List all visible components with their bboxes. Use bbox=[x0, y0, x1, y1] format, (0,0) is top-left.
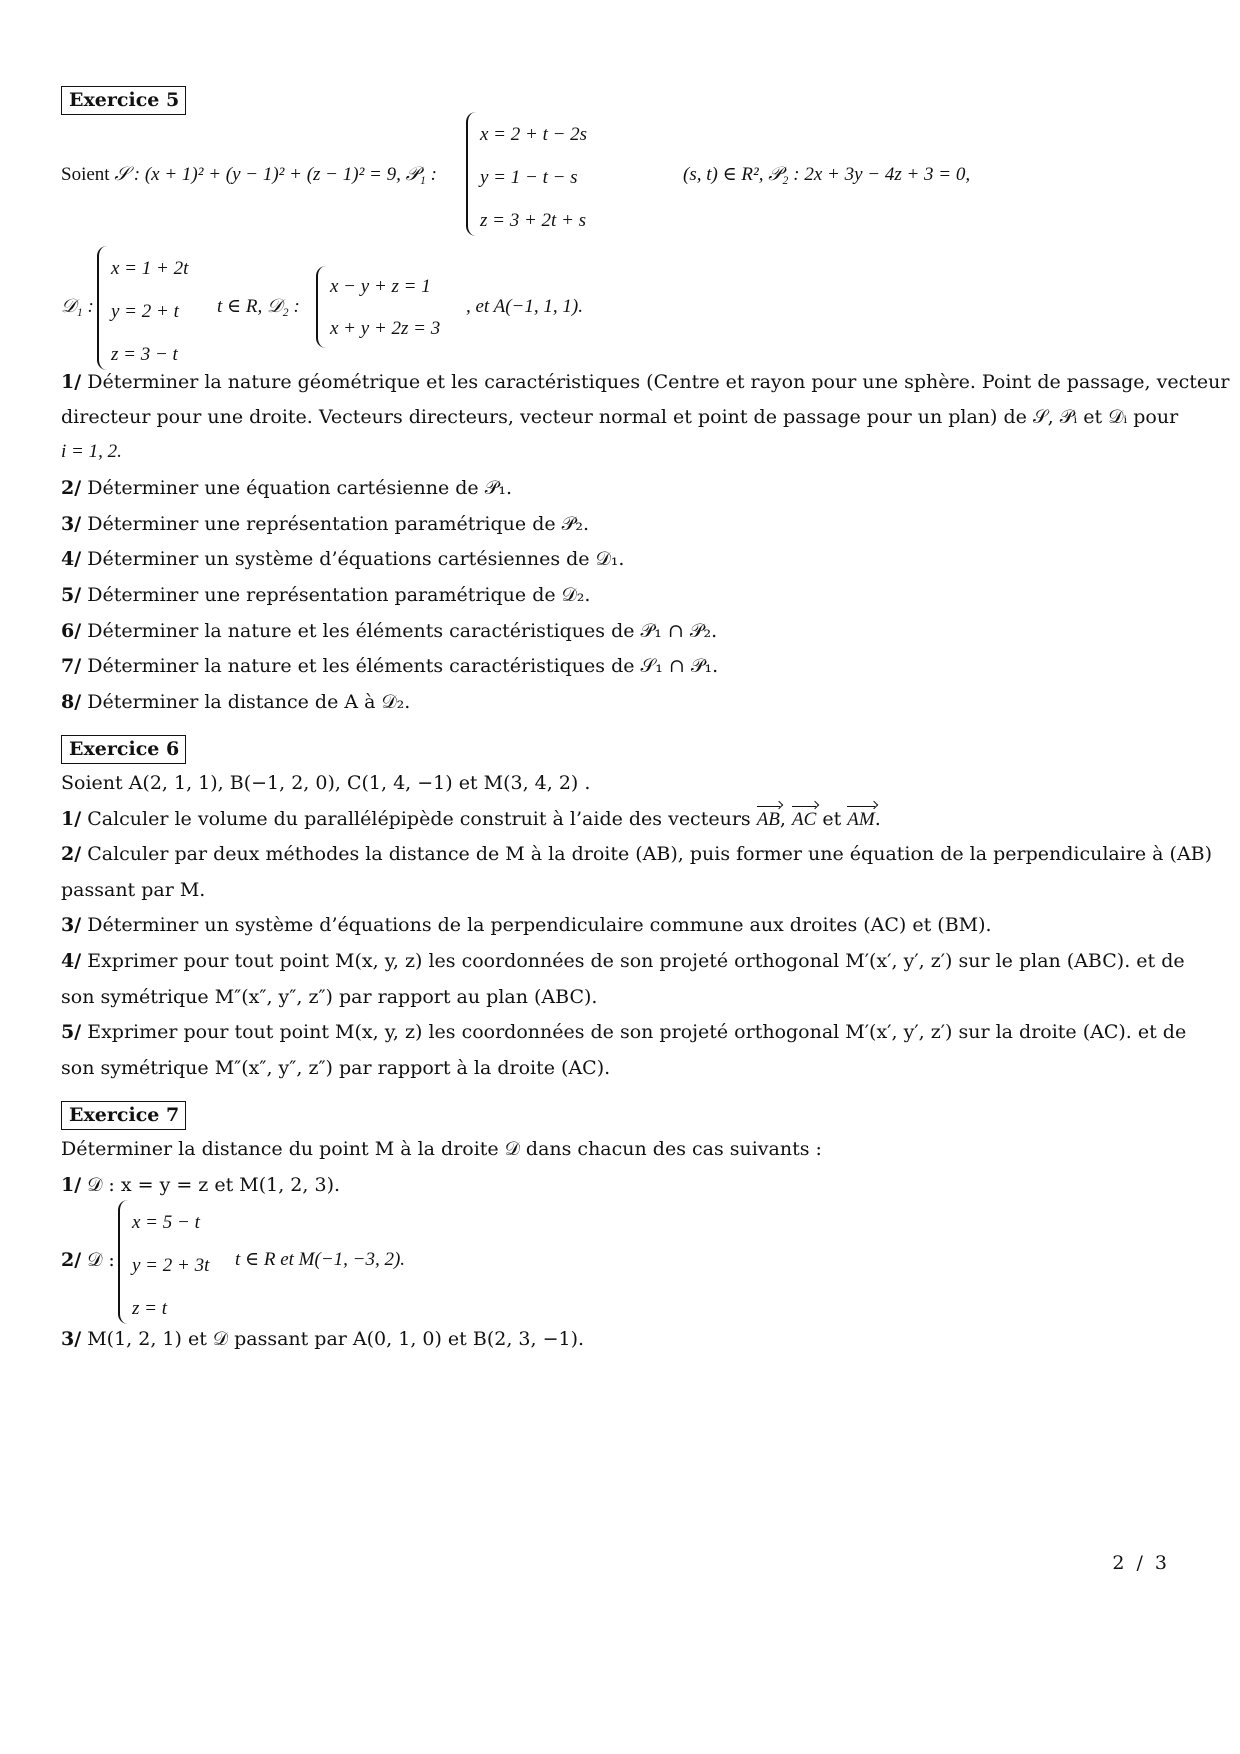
et-word: et bbox=[822, 808, 842, 830]
D2-row-2: x + y + 2z = 3 bbox=[330, 318, 441, 339]
ex6-q2-line1 bbox=[61, 843, 1212, 865]
ex7-q2-label bbox=[61, 1249, 115, 1271]
ex7-q3 bbox=[61, 1328, 584, 1350]
P1-row-y: y = 1 − t − s bbox=[480, 167, 578, 188]
ex5-q8 bbox=[61, 691, 410, 713]
question-number: 4/ bbox=[61, 950, 82, 972]
question-text: M(1, 2, 1) et 𝒟 passant par A(0, 1, 0) et B(2, 3, −1). bbox=[87, 1328, 585, 1350]
brace-icon bbox=[97, 246, 111, 370]
ex5-q1-line1 bbox=[61, 371, 1229, 393]
vector-AB: AB bbox=[756, 809, 780, 830]
question-number: 3/ bbox=[61, 513, 82, 535]
question-number: 6/ bbox=[61, 620, 82, 642]
brace-icon bbox=[466, 112, 480, 236]
exercise-7-title: Exercice 7 bbox=[61, 1101, 186, 1130]
question-text: Exprimer pour tout point M(x, y, z) les coordonnées de son projeté orthogonal M′(x′, y′, z′) sur la droite (AC). et de bbox=[87, 1021, 1187, 1043]
ex6-q4-line1 bbox=[61, 950, 1185, 972]
brace-icon bbox=[316, 266, 330, 348]
P1-system bbox=[466, 112, 666, 240]
ex6-q1: 1/ Calculer le volume du parallélépipède construit à l’aide des vecteurs AB, AC et AM. bbox=[61, 808, 881, 830]
sphere-equation: 𝒮 : (x + 1)² + (y − 1)² + (z − 1)² = 9, 𝒫₁ : bbox=[114, 164, 437, 185]
D-row-y: y = 2 + 3t bbox=[132, 1255, 210, 1276]
question-number: 1/ bbox=[61, 371, 82, 393]
question-text: Déterminer une représentation paramétrique de 𝒫₂. bbox=[87, 513, 589, 535]
question-text: Calculer le volume du parallélépipède construit à l’aide des vecteurs bbox=[87, 808, 751, 830]
question-text: Déterminer un système d’équations de la perpendiculaire commune aux droites (AC) et (BM). bbox=[87, 914, 992, 936]
D1-param-D2-label: t ∈ R, 𝒟₂ : bbox=[217, 296, 300, 317]
ex5-q3 bbox=[61, 513, 589, 535]
P1-params-P2-eq: (s, t) ∈ R², 𝒫₂ : 2x + 3y − 4z + 3 = 0, bbox=[683, 164, 971, 185]
question-number: 7/ bbox=[61, 655, 82, 677]
question-text: 𝒟 : x = y = z et M(1, 2, 3). bbox=[87, 1174, 341, 1196]
D-row-z: z = t bbox=[132, 1298, 167, 1319]
D1-row-y: y = 2 + t bbox=[111, 301, 179, 322]
ex5-q5 bbox=[61, 584, 590, 606]
ex5-q6 bbox=[61, 620, 717, 642]
ex7-intro: Déterminer la distance du point M à la droite 𝒟 dans chacun des cas suivants : bbox=[61, 1138, 822, 1160]
ex5-intro bbox=[61, 164, 437, 186]
question-number: 5/ bbox=[61, 1021, 82, 1043]
question-text: Déterminer une représentation paramétrique de 𝒟₂. bbox=[87, 584, 591, 606]
ex5-q2 bbox=[61, 477, 512, 499]
soient-label: Soient bbox=[61, 164, 110, 185]
question-number: 3/ bbox=[61, 914, 82, 936]
question-text: Exprimer pour tout point M(x, y, z) les coordonnées de son projeté orthogonal M′(x′, y′, z′) sur le plan (ABC). et de bbox=[87, 950, 1185, 972]
ex6-q4-line2: son symétrique M″(x″, y″, z″) par rapport au plan (ABC). bbox=[61, 986, 598, 1008]
exercise-6-title: Exercice 6 bbox=[61, 735, 186, 764]
question-text: Déterminer la distance de A à 𝒟₂. bbox=[87, 691, 411, 713]
question-text: Calculer par deux méthodes la distance de M à la droite (AB), puis former une équation de la perpendiculaire à (AB) bbox=[87, 843, 1213, 865]
D-label: 𝒟 : bbox=[87, 1249, 115, 1271]
exercise-5-title: Exercice 5 bbox=[61, 86, 186, 115]
D2-system bbox=[316, 266, 466, 352]
point-A: , et A(−1, 1, 1). bbox=[466, 296, 583, 317]
question-text: Déterminer la nature géométrique et les caractéristiques (Centre et rayon pour une sphère. Point de passage, vecteur bbox=[87, 371, 1230, 393]
question-number: 8/ bbox=[61, 691, 82, 713]
page-number: 2 / 3 bbox=[1112, 1552, 1170, 1574]
question-number: 1/ bbox=[61, 808, 82, 830]
ex5-q4 bbox=[61, 548, 624, 570]
brace-icon bbox=[118, 1200, 132, 1324]
question-text: Déterminer une équation cartésienne de 𝒫₁. bbox=[87, 477, 513, 499]
D-row-x: x = 5 − t bbox=[132, 1212, 200, 1233]
ex6-intro: Soient A(2, 1, 1), B(−1, 2, 0), C(1, 4, −1) et M(3, 4, 2) . bbox=[61, 772, 591, 794]
D2-row-1: x − y + z = 1 bbox=[330, 276, 431, 297]
D1-system bbox=[97, 246, 217, 374]
question-text: Déterminer la nature et les éléments caractéristiques de 𝒫₁ ∩ 𝒫₂. bbox=[87, 620, 718, 642]
question-number: 4/ bbox=[61, 548, 82, 570]
D1-row-z: z = 3 − t bbox=[111, 344, 178, 365]
question-number: 2/ bbox=[61, 1249, 82, 1271]
question-number: 5/ bbox=[61, 584, 82, 606]
question-number: 2/ bbox=[61, 477, 82, 499]
ex6-q5-line2: son symétrique M″(x″, y″, z″) par rapport à la droite (AC). bbox=[61, 1057, 611, 1079]
question-number: 3/ bbox=[61, 1328, 82, 1350]
ex6-q3 bbox=[61, 914, 992, 936]
P1-row-z: z = 3 + 2t + s bbox=[480, 210, 587, 231]
D1-label: 𝒟₁ : bbox=[61, 296, 94, 317]
P1-row-x: x = 2 + t − 2s bbox=[480, 124, 588, 145]
vector-AM: AM bbox=[847, 809, 875, 830]
vector-AC: AC bbox=[792, 809, 817, 830]
question-text: Déterminer la nature et les éléments caractéristiques de 𝒮₁ ∩ 𝒫₁. bbox=[87, 655, 719, 677]
question-number: 1/ bbox=[61, 1174, 82, 1196]
D1-row-x: x = 1 + 2t bbox=[111, 258, 189, 279]
question-number: 2/ bbox=[61, 843, 82, 865]
ex7-q1 bbox=[61, 1174, 340, 1196]
ex5-q1-line2: directeur pour une droite. Vecteurs directeurs, vecteur normal et point de passage pour un plan) de 𝒮, 𝒫ᵢ et 𝒟ᵢ pour bbox=[61, 406, 1179, 428]
ex5-q7 bbox=[61, 655, 718, 677]
ex7-D-system bbox=[118, 1200, 228, 1328]
ex6-q5-line1 bbox=[61, 1021, 1186, 1043]
question-text: Déterminer un système d’équations cartésiennes de 𝒟₁. bbox=[87, 548, 625, 570]
ex5-q1-line3: i = 1, 2. bbox=[61, 441, 122, 462]
ex6-q2-line2: passant par M. bbox=[61, 879, 206, 901]
ex7-q2-after: t ∈ R et M(−1, −3, 2). bbox=[235, 1249, 406, 1270]
